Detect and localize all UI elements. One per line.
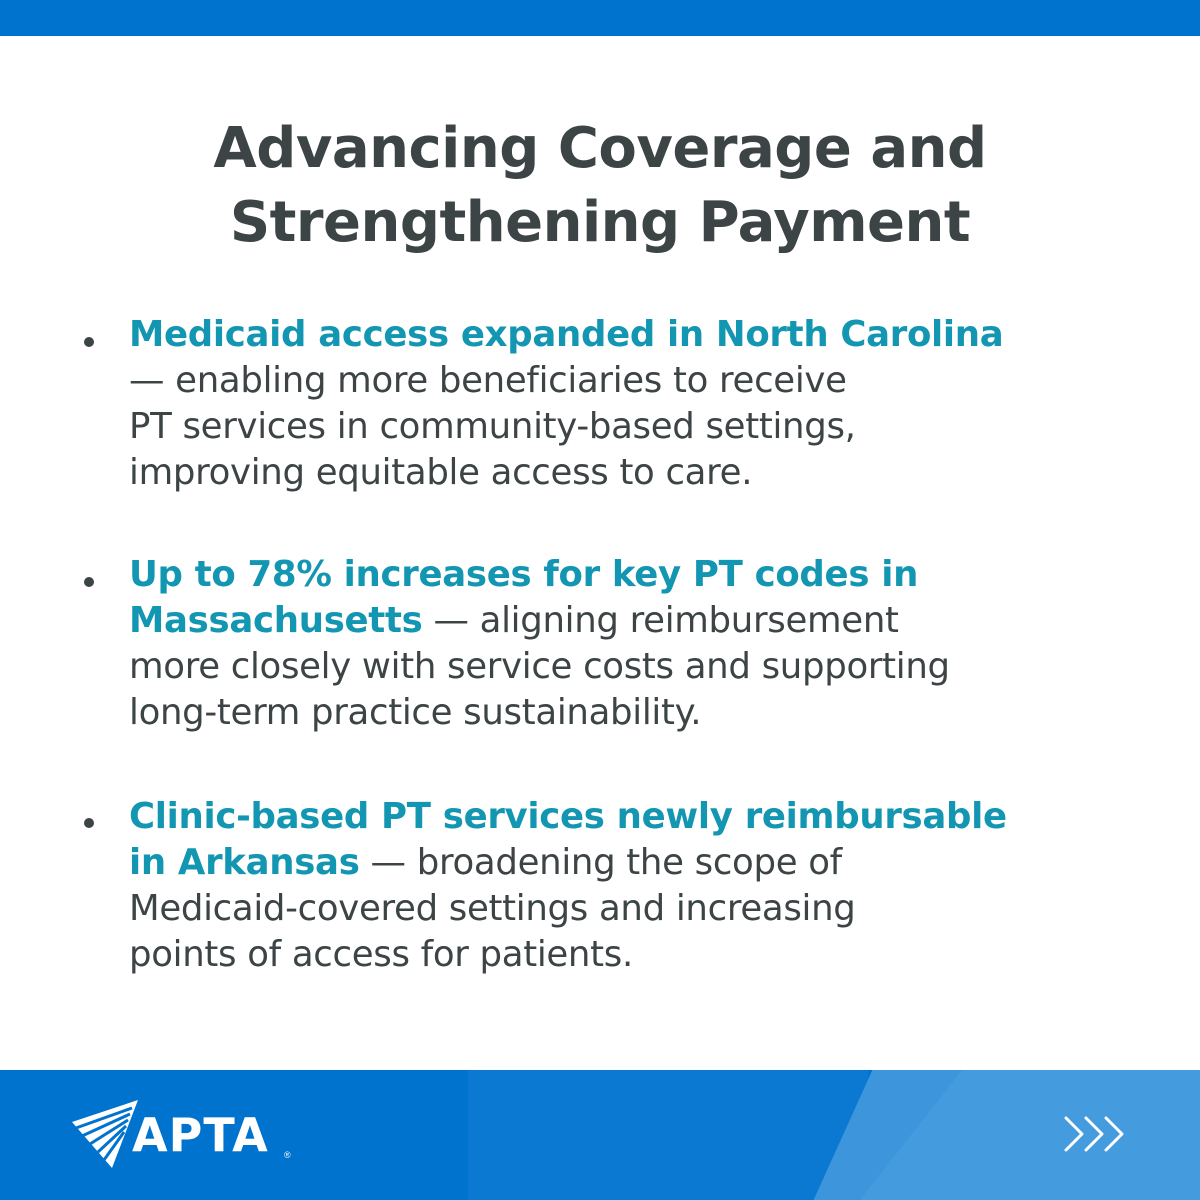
bullet-text — [129, 794, 1119, 978]
bullet-line: PT services in community-based settings, — [129, 406, 856, 447]
footer-bar — [0, 1070, 1200, 1200]
bullet-line: improving equitable access to care. — [129, 452, 753, 493]
bullet-highlight: Up to 78% increases for key PT codes in — [129, 554, 919, 595]
bullet-text — [129, 312, 1119, 496]
bullet-line: — broadening the scope of — [359, 842, 842, 883]
bullet-highlight: Clinic-based PT services newly reimbursable — [129, 796, 1007, 837]
bullet-dot-icon — [84, 577, 94, 587]
bullet-line: points of access for patients. — [129, 934, 633, 975]
bullet-text — [129, 552, 1119, 736]
footer-panel — [468, 1070, 868, 1200]
bullet-highlight: Massachusetts — [129, 600, 423, 641]
bullet-line: more closely with service costs and supporting — [129, 646, 950, 687]
bullet-line: — aligning reimbursement — [422, 600, 899, 641]
bullet-line: — enabling more beneficiaries to receive — [129, 360, 847, 401]
bullet-line: Medicaid-covered settings and increasing — [129, 888, 856, 929]
apta-logo — [72, 1098, 302, 1168]
chevrons-right-icon[interactable] — [1062, 1112, 1132, 1156]
title-line-2: Strengthening Payment — [229, 190, 971, 255]
title-line-1: Advancing Coverage and — [213, 116, 987, 181]
bullet-dot-icon — [84, 337, 94, 347]
bullet-highlight: Medicaid access expanded in North Carolina — [129, 314, 1004, 355]
logo-registered-mark: ® — [284, 1150, 291, 1160]
bullet-highlight: in Arkansas — [129, 842, 360, 883]
logo-text: APTA — [132, 1108, 269, 1162]
bullet-dot-icon — [84, 818, 94, 828]
bullet-line: long-term practice sustainability. — [129, 692, 702, 733]
